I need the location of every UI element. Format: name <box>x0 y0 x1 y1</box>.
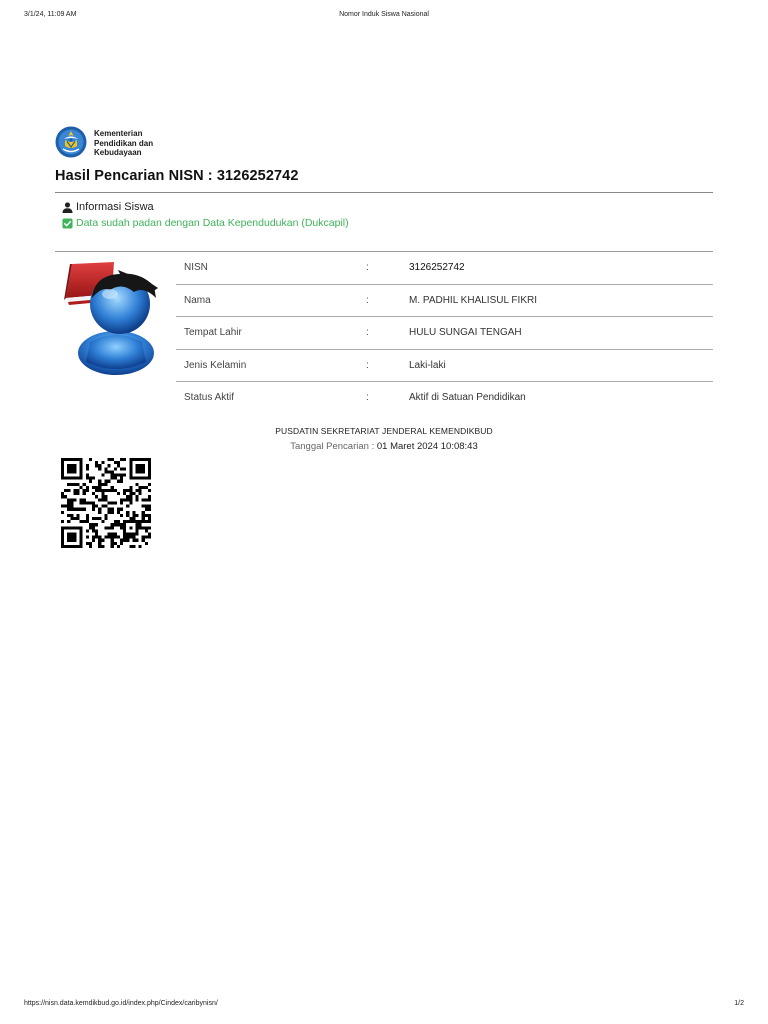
print-url: https://nisn.data.kemdikbud.go.id/index.php/Cindex/caribynisn/ <box>24 1000 218 1007</box>
row-value: Aktif di Satuan Pendidikan <box>409 392 526 404</box>
logo-line-3: Kebudayaan <box>94 148 142 157</box>
search-date-label: Tanggal Pencarian : <box>290 441 375 452</box>
print-page-number: 1/2 <box>734 1000 744 1007</box>
check-square-icon <box>62 218 73 229</box>
table-row-jenis-kelamin <box>176 350 713 383</box>
issuer-text: PUSDATIN SEKRETARIAT JENDERAL KEMENDIKBUD <box>275 426 493 436</box>
row-value: M. PADHIL KHALISUL FIKRI <box>409 294 537 306</box>
verification-text: Data sudah padan dengan Data Kependudukan (Dukcapil) <box>76 217 349 229</box>
row-separator: : <box>366 392 369 404</box>
print-page-title: Nomor Induk Siswa Nasional <box>339 11 429 18</box>
row-separator: : <box>366 327 369 339</box>
student-info-label: Informasi Siswa <box>76 201 154 213</box>
row-label: Nama <box>184 294 211 306</box>
page-title: Hasil Pencarian NISN : 3126252742 <box>55 168 299 184</box>
print-datetime: 3/1/24, 11:09 AM <box>24 11 77 18</box>
row-separator: : <box>366 359 369 371</box>
table-row-tempat-lahir <box>176 317 713 350</box>
logo-line-2: Pendidikan dan <box>94 138 154 148</box>
row-value: HULU SUNGAI TENGAH <box>409 327 522 339</box>
row-value: Laki-laki <box>409 359 446 371</box>
logo-line-1: Kementerian <box>94 129 143 138</box>
table-row-status-aktif <box>176 382 713 415</box>
logo-text <box>94 129 153 158</box>
table-row-nisn <box>176 252 713 285</box>
qr-code-icon <box>59 458 153 548</box>
row-value: 3126252742 <box>409 262 465 273</box>
student-data-table <box>176 252 713 415</box>
row-separator: : <box>366 262 369 273</box>
print-footer <box>24 1000 744 1012</box>
row-separator: : <box>366 294 369 306</box>
user-icon <box>62 202 73 213</box>
row-label: Tempat Lahir <box>184 327 242 339</box>
verification-status <box>62 217 349 229</box>
row-label: Jenis Kelamin <box>184 359 247 371</box>
table-row-nama <box>176 285 713 318</box>
student-info-heading <box>62 201 154 213</box>
row-label: Status Aktif <box>184 392 235 404</box>
kemendikbud-logo <box>55 126 175 160</box>
tut-wuri-handayani-emblem-icon <box>55 126 87 158</box>
student-avatar-icon <box>62 258 168 376</box>
row-label: NISN <box>184 262 208 273</box>
divider <box>55 192 713 193</box>
print-header <box>24 11 744 23</box>
search-date-value: 01 Maret 2024 10:08:43 <box>376 441 478 452</box>
search-date <box>0 441 768 452</box>
